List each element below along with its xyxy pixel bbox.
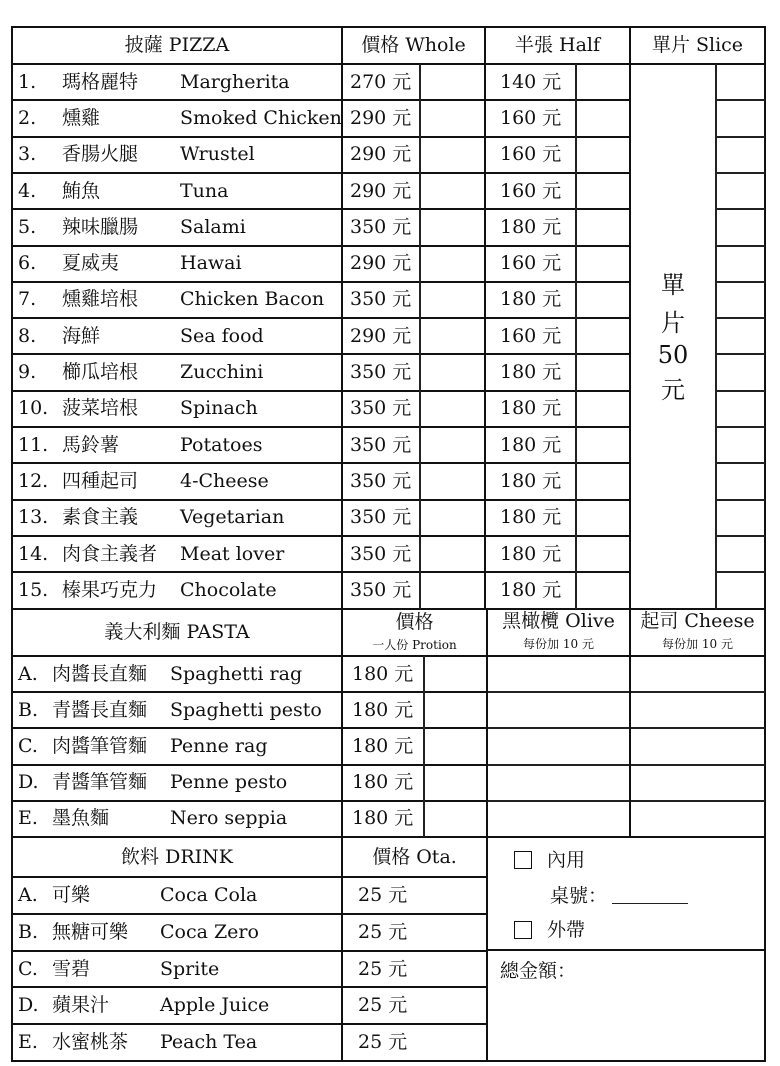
pizza-item-name-en: Potatoes xyxy=(180,433,263,456)
pizza-item-half-price: 180 元 xyxy=(500,469,562,492)
slice-row-rule xyxy=(716,136,765,138)
drink-item-letter: D. xyxy=(18,994,39,1017)
drink-item-name-en: Sprite xyxy=(160,957,220,980)
pasta-item-name-zh: 墨魚麵 xyxy=(52,807,110,830)
pizza-row-rule xyxy=(12,208,630,210)
drink-item-letter: E. xyxy=(18,1031,38,1054)
pizza-row-rule xyxy=(12,99,630,101)
pizza-item-whole-price: 290 元 xyxy=(350,324,412,347)
pasta-row-rule xyxy=(487,727,765,729)
pizza-item-name-en: 4-Cheese xyxy=(180,469,269,492)
slice-row-rule xyxy=(716,99,765,101)
pizza-item-half-price: 160 元 xyxy=(500,143,562,166)
frame-left xyxy=(11,26,13,1062)
drink-row-rule xyxy=(12,950,487,952)
drink-item-letter: C. xyxy=(18,957,38,980)
drink-item-price: 25 元 xyxy=(358,883,408,906)
pizza-item-whole-price: 350 元 xyxy=(350,506,412,529)
drink-item-price: 25 元 xyxy=(358,920,408,943)
pizza-item-whole-price: 350 元 xyxy=(350,542,412,565)
pizza-header-half: 半張 Half xyxy=(514,34,601,56)
total-amount-label: 總金額： xyxy=(500,959,577,982)
drink-item-name-zh: 無糖可樂 xyxy=(52,920,129,943)
pizza-item-whole-price: 350 元 xyxy=(350,578,412,601)
pizza-item-name-en: Margherita xyxy=(180,70,290,93)
drink-item-price: 25 元 xyxy=(358,957,408,980)
pasta-item-name-en: Penne rag xyxy=(170,735,268,757)
pizza-item-half-price: 180 元 xyxy=(500,542,562,565)
pasta-item-letter: A. xyxy=(18,662,38,685)
pizza-item-name-zh: 肉食主義者 xyxy=(62,542,158,565)
drink-item-price: 25 元 xyxy=(358,1031,408,1054)
pizza-item-half-price: 180 元 xyxy=(500,506,562,529)
pasta-item-name-en: Spaghetti pesto xyxy=(170,698,322,721)
order-options-bottom-rule xyxy=(487,949,765,951)
drink-item-name-zh: 蘋果汁 xyxy=(52,994,110,1017)
pizza-item-number: 7. xyxy=(18,288,37,311)
pizza-header-whole: 價格 Whole xyxy=(361,34,466,56)
pizza-col-rule xyxy=(419,64,421,609)
slice-row-rule xyxy=(716,317,765,319)
pizza-col-rule xyxy=(575,64,577,609)
pasta-col-rule xyxy=(423,656,425,837)
slice-row-rule xyxy=(716,245,765,247)
slice-row-rule xyxy=(716,426,765,428)
pizza-item-number: 13. xyxy=(18,506,49,529)
pizza-row-rule xyxy=(12,462,630,464)
pasta-item-letter: B. xyxy=(18,698,39,721)
slice-price-note: 片 xyxy=(661,309,685,337)
slice-row-rule xyxy=(716,462,765,464)
pizza-item-whole-price: 290 元 xyxy=(350,252,412,275)
table-number-field[interactable] xyxy=(612,903,688,904)
pasta-row-rule xyxy=(12,764,487,766)
pizza-item-number: 15. xyxy=(18,578,49,601)
pizza-item-name-zh: 榛果巧克力 xyxy=(62,578,158,601)
pasta-row-rule xyxy=(487,691,765,693)
pizza-item-name-zh: 菠菜培根 xyxy=(62,397,139,420)
drink-row-rule xyxy=(12,986,487,988)
drink-item-price: 25 元 xyxy=(358,994,408,1017)
drink-item-name-en: Coca Cola xyxy=(160,883,258,906)
slice-row-rule xyxy=(716,499,765,501)
pasta-row-rule xyxy=(487,800,765,802)
pizza-item-name-zh: 海鮮 xyxy=(62,324,101,347)
pizza-item-half-price: 180 元 xyxy=(500,288,562,311)
pizza-item-name-en: Chicken Bacon xyxy=(180,288,325,311)
pizza-item-name-en: Vegetarian xyxy=(180,506,285,529)
drink-item-name-en: Peach Tea xyxy=(160,1031,258,1054)
pizza-item-number: 11. xyxy=(18,433,49,456)
pasta-row-rule xyxy=(12,800,487,802)
pizza-item-number: 8. xyxy=(18,324,37,347)
pizza-row-rule xyxy=(12,535,630,537)
pizza-header-slice: 單片 Slice xyxy=(651,34,744,56)
pizza-item-name-en: Salami xyxy=(180,215,246,238)
pasta-bottom-rule xyxy=(12,836,765,838)
pizza-row-rule xyxy=(12,172,630,174)
pizza-item-whole-price: 290 元 xyxy=(350,106,412,129)
pasta-item-name-zh: 青醬長直麵 xyxy=(52,698,148,721)
pizza-item-name-zh: 鮪魚 xyxy=(62,179,101,202)
pasta-row-rule xyxy=(487,764,765,766)
frame-bottom xyxy=(12,1060,765,1062)
pizza-item-whole-price: 270 元 xyxy=(350,70,412,93)
pasta-item-price: 180 元 xyxy=(352,807,414,830)
pizza-item-half-price: 160 元 xyxy=(500,179,562,202)
pizza-row-rule xyxy=(12,353,630,355)
pasta-item-letter: D. xyxy=(18,771,39,794)
pizza-item-whole-price: 290 元 xyxy=(350,179,412,202)
pizza-col-rule xyxy=(715,64,717,609)
pizza-item-name-zh: 素食主義 xyxy=(62,506,139,529)
pasta-header-rule xyxy=(12,655,765,657)
frame-right xyxy=(764,26,766,1062)
pizza-item-half-price: 160 元 xyxy=(500,252,562,275)
pizza-col-rule xyxy=(484,27,486,609)
pizza-item-name-zh: 馬鈴薯 xyxy=(62,433,120,456)
pizza-item-half-price: 180 元 xyxy=(500,397,562,420)
pasta-item-name-zh: 肉醬筆管麵 xyxy=(52,735,148,757)
slice-price-note: 元 xyxy=(661,376,685,404)
takeout-label: 外帶 xyxy=(547,918,586,941)
pizza-item-whole-price: 290 元 xyxy=(350,143,412,166)
pizza-item-name-en: Meat lover xyxy=(180,542,285,565)
frame-top xyxy=(12,26,765,28)
pizza-item-name-zh: 辣味臘腸 xyxy=(62,215,139,238)
slice-row-rule xyxy=(716,571,765,573)
pizza-row-rule xyxy=(12,390,630,392)
pasta-header-cheese-note: 每份加 10 元 xyxy=(662,637,733,651)
pizza-item-number: 14. xyxy=(18,542,49,565)
pizza-item-name-zh: 櫛瓜培根 xyxy=(62,361,139,384)
pizza-item-name-en: Smoked Chicken xyxy=(180,106,342,129)
slice-row-rule xyxy=(716,281,765,283)
pizza-item-whole-price: 350 元 xyxy=(350,215,412,238)
pizza-item-name-zh: 燻雞培根 xyxy=(62,288,139,311)
pizza-row-rule xyxy=(12,136,630,138)
drink-row-rule xyxy=(12,1023,487,1025)
dine-in-label: 內用 xyxy=(547,848,586,871)
pizza-item-number: 1. xyxy=(18,70,37,93)
pizza-item-number: 2. xyxy=(18,106,37,129)
pizza-row-rule xyxy=(12,571,630,573)
pizza-header-rule xyxy=(12,63,765,65)
drink-item-letter: B. xyxy=(18,920,39,943)
pizza-item-whole-price: 350 元 xyxy=(350,433,412,456)
pizza-item-whole-price: 350 元 xyxy=(350,361,412,384)
pizza-header-name: 披薩 PIZZA xyxy=(124,34,230,56)
pizza-item-name-zh: 燻雞 xyxy=(62,106,101,129)
pasta-header-portion: 一人份 Protion xyxy=(372,638,457,652)
pasta-item-name-en: Penne pesto xyxy=(170,771,288,794)
pizza-item-half-price: 140 元 xyxy=(500,70,562,93)
pasta-item-price: 180 元 xyxy=(352,698,414,721)
pasta-header-olive-note: 每份加 10 元 xyxy=(523,637,594,651)
drink-item-name-zh: 水蜜桃茶 xyxy=(52,1031,129,1054)
pizza-item-half-price: 180 元 xyxy=(500,361,562,384)
drink-item-letter: A. xyxy=(18,883,38,906)
pasta-item-price: 180 元 xyxy=(352,771,414,794)
pizza-item-name-en: Tuna xyxy=(180,179,229,202)
drink-item-name-zh: 雪碧 xyxy=(52,957,91,980)
drink-item-name-zh: 可樂 xyxy=(52,883,91,906)
slice-row-rule xyxy=(716,390,765,392)
pasta-header-cheese: 起司 Cheese xyxy=(640,609,755,632)
pizza-item-name-zh: 瑪格麗特 xyxy=(62,70,139,93)
pizza-item-number: 12. xyxy=(18,469,49,492)
slice-price-note: 單 xyxy=(661,271,685,299)
pasta-header-name: 義大利麵 PASTA xyxy=(104,620,250,643)
pizza-item-whole-price: 350 元 xyxy=(350,397,412,420)
slice-row-rule xyxy=(716,535,765,537)
pasta-item-price: 180 元 xyxy=(352,735,414,757)
pizza-row-rule xyxy=(12,245,630,247)
pizza-item-name-en: Spinach xyxy=(180,397,258,420)
slice-row-rule xyxy=(716,208,765,210)
drink-col-rule xyxy=(341,837,343,1061)
pizza-item-number: 10. xyxy=(18,397,49,420)
slice-row-rule xyxy=(716,172,765,174)
slice-price-note: 50 xyxy=(657,341,689,369)
pizza-item-name-en: Sea food xyxy=(180,324,264,347)
pasta-item-name-en: Spaghetti rag xyxy=(170,662,303,685)
pizza-item-number: 5. xyxy=(18,215,37,238)
pizza-item-number: 6. xyxy=(18,252,37,275)
table-number-label: 桌號： xyxy=(550,884,608,907)
drink-header-price: 價格 Ota. xyxy=(372,845,457,868)
pizza-item-name-en: Wrustel xyxy=(180,143,255,166)
drink-header-name: 飲料 DRINK xyxy=(121,845,233,868)
pizza-item-number: 4. xyxy=(18,179,37,202)
pasta-item-letter: E. xyxy=(18,807,38,830)
pasta-header-price: 價格 xyxy=(395,610,434,633)
pizza-row-rule xyxy=(12,281,630,283)
pizza-item-name-zh: 四種起司 xyxy=(62,469,139,492)
pasta-row-rule xyxy=(12,691,487,693)
takeout-checkbox[interactable] xyxy=(514,921,532,939)
pasta-row-rule xyxy=(12,727,487,729)
drink-item-name-en: Apple Juice xyxy=(160,994,270,1017)
slice-row-rule xyxy=(716,353,765,355)
pasta-item-name-zh: 肉醬長直麵 xyxy=(52,662,148,685)
pizza-item-name-en: Chocolate xyxy=(180,578,277,601)
pizza-item-half-price: 160 元 xyxy=(500,106,562,129)
dine-in-checkbox[interactable] xyxy=(514,851,532,869)
pizza-item-number: 3. xyxy=(18,143,37,166)
pizza-item-name-en: Zucchini xyxy=(180,361,264,384)
pizza-item-name-zh: 香腸火腿 xyxy=(62,143,139,166)
pasta-item-name-zh: 青醬筆管麵 xyxy=(52,771,148,794)
pizza-row-rule xyxy=(12,426,630,428)
pasta-header-olive: 黑橄欖 Olive xyxy=(502,609,615,632)
pizza-item-half-price: 160 元 xyxy=(500,324,562,347)
pizza-item-name-zh: 夏威夷 xyxy=(62,252,120,275)
pizza-item-half-price: 180 元 xyxy=(500,578,562,601)
pizza-item-whole-price: 350 元 xyxy=(350,288,412,311)
pizza-row-rule xyxy=(12,499,630,501)
pasta-item-name-en: Nero seppia xyxy=(170,807,288,830)
pasta-item-letter: C. xyxy=(18,735,38,757)
pizza-item-whole-price: 350 元 xyxy=(350,469,412,492)
drink-item-name-en: Coca Zero xyxy=(160,920,259,943)
pizza-row-rule xyxy=(12,317,630,319)
pizza-item-half-price: 180 元 xyxy=(500,215,562,238)
pizza-item-name-en: Hawai xyxy=(180,252,242,275)
pizza-item-number: 9. xyxy=(18,361,37,384)
drink-header-rule xyxy=(12,876,487,878)
drink-row-rule xyxy=(12,913,487,915)
pizza-item-half-price: 180 元 xyxy=(500,433,562,456)
pasta-item-price: 180 元 xyxy=(352,662,414,685)
